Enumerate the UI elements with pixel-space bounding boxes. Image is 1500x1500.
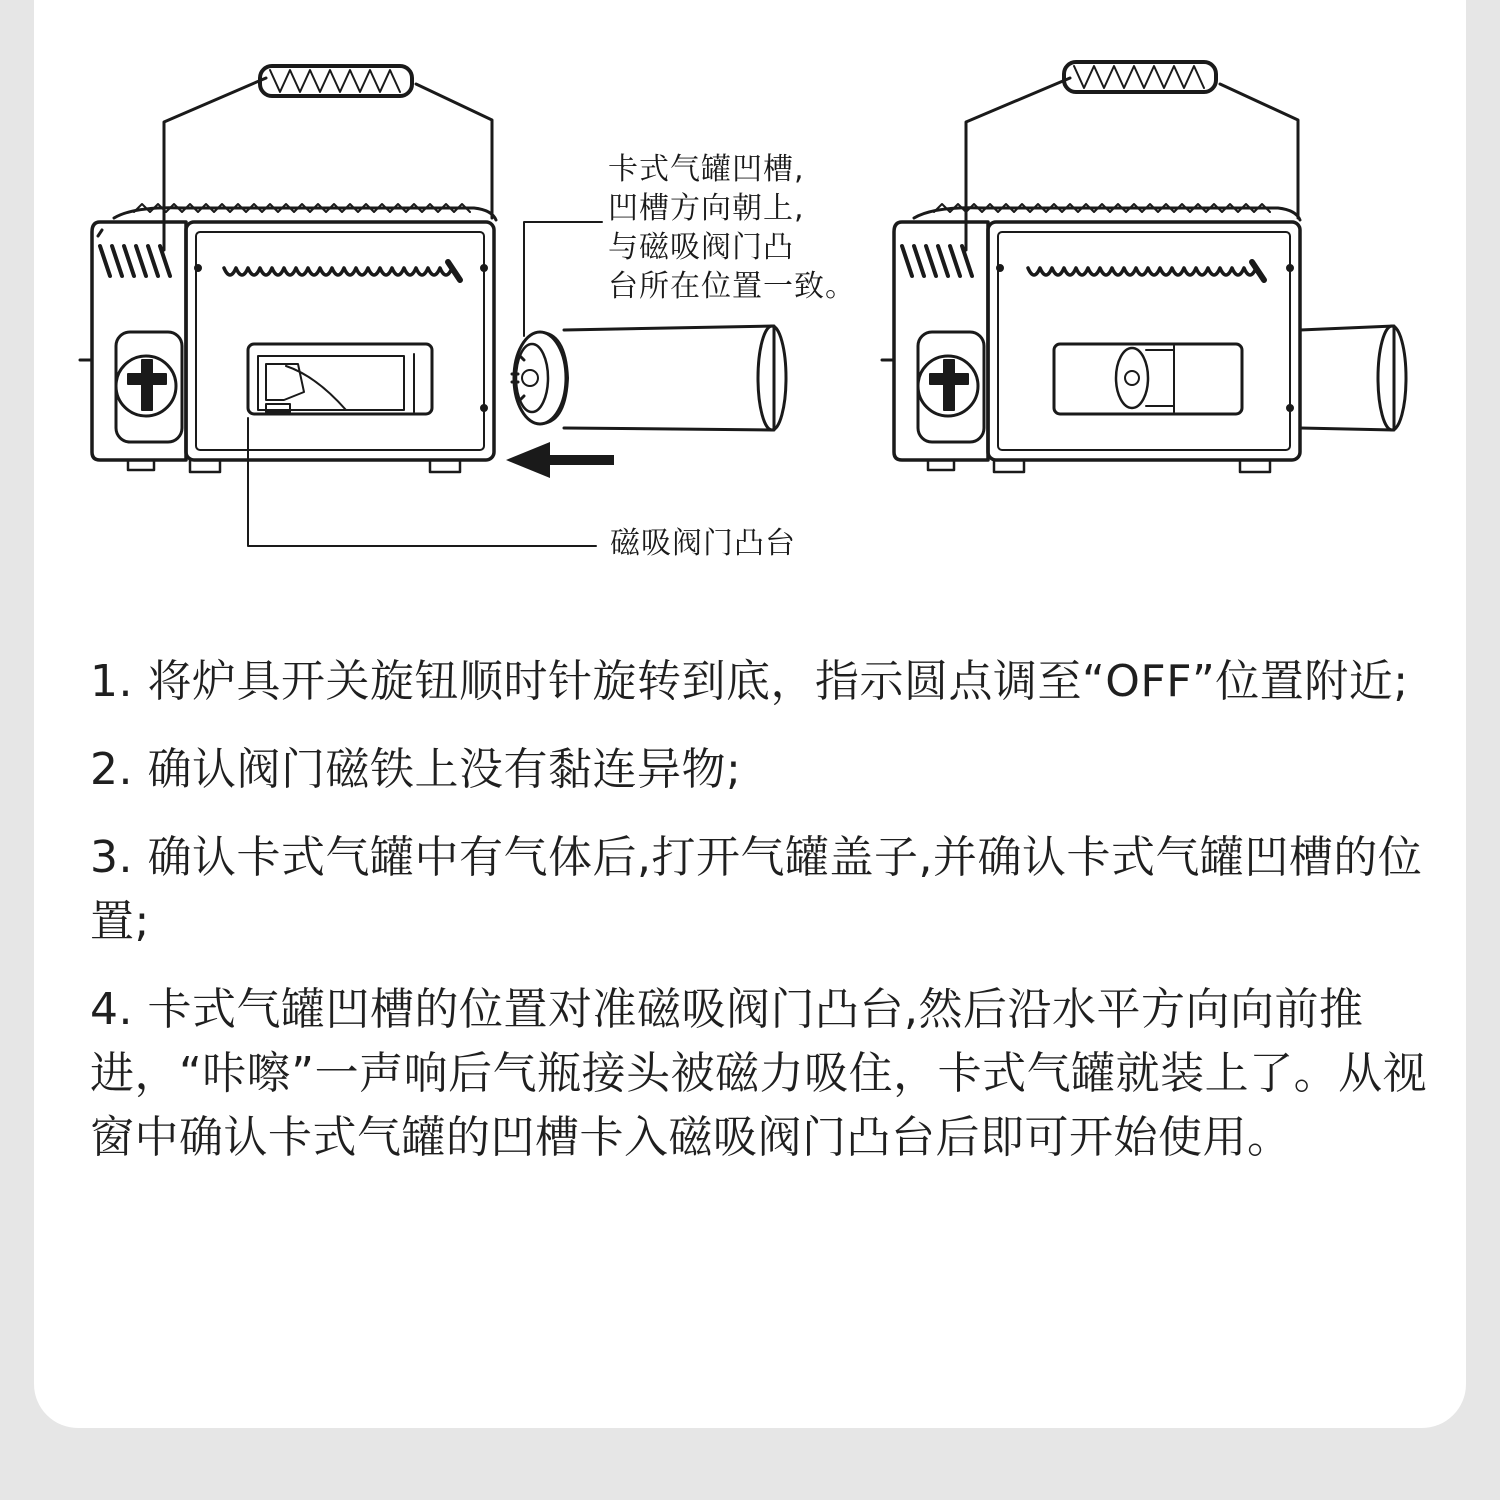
step-1: 1. 将炉具开关旋钮顺时针旋转到底，指示圆点调至“OFF”位置附近;	[90, 656, 1409, 707]
groove-callout-line: 凹槽方向朝上,	[608, 191, 805, 226]
groove-callout-line: 卡式气罐凹槽,	[608, 152, 805, 187]
groove-callout-line: 台所在位置一致。	[608, 269, 856, 304]
heater-installed-illustration	[882, 62, 1406, 472]
gas-canister-illustration	[512, 326, 786, 430]
groove-callout-line: 与磁吸阀门凸	[608, 230, 794, 265]
heater-before-illustration	[80, 66, 596, 546]
step-4: 4. 卡式气罐凹槽的位置对准磁吸阀门凸台,然后沿水平方向向前推进，“咔嚓”一声响后气瓶接头被磁力吸住，卡式气罐就装上了。从视窗中确认卡式气罐的凹槽卡入磁吸阀门凸台后即可开始使用。	[90, 984, 1428, 1163]
groove-callout	[608, 150, 908, 306]
step-2: 2. 确认阀门磁铁上没有黏连异物;	[90, 744, 742, 795]
insert-direction-arrow	[506, 442, 614, 478]
instruction-card	[34, 0, 1466, 1428]
step-3: 3. 确认卡式气罐中有气体后,打开气罐盖子,并确认卡式气罐凹槽的位置;	[90, 832, 1423, 947]
installation-diagram	[34, 0, 1466, 600]
instruction-steps	[90, 650, 1430, 1194]
valve-callout: 磁吸阀门凸台	[610, 526, 796, 561]
